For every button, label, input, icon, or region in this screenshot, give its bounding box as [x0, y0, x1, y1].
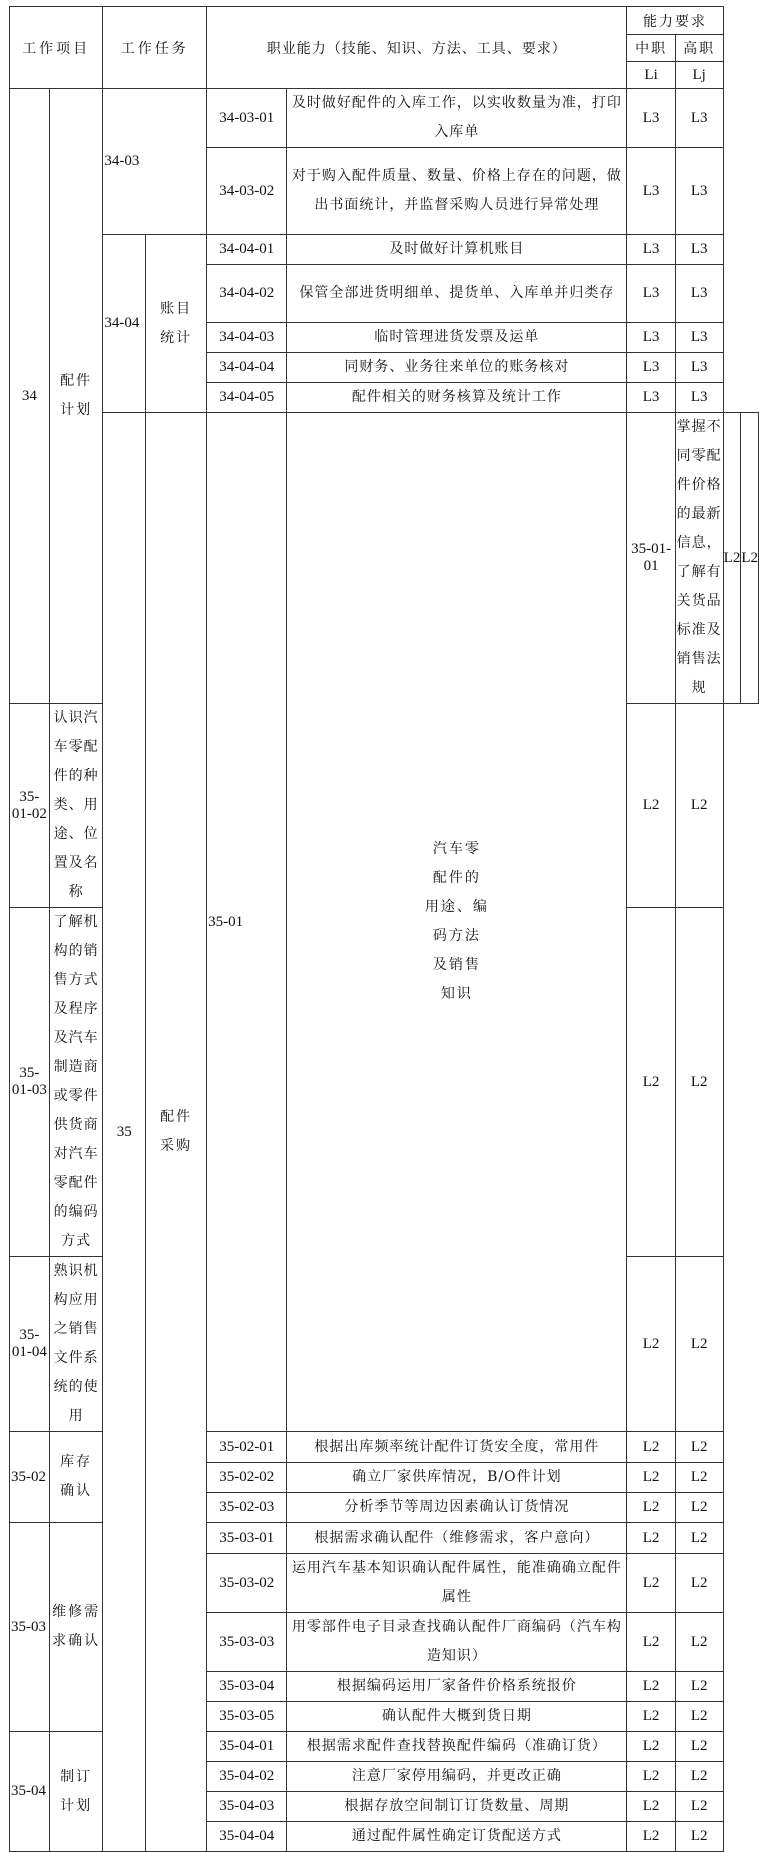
row-code: 35-02-01: [207, 1432, 287, 1463]
row-high-level: L2: [675, 1732, 723, 1762]
task-35-03-code: 35-03: [10, 1523, 50, 1732]
row-high-level: L2: [675, 1493, 723, 1523]
row-high-level: L2: [675, 1523, 723, 1554]
row-code: 35-03-05: [207, 1702, 287, 1732]
row-desc: 分析季节等周边因素确认订货情况: [287, 1493, 627, 1523]
row-high-level: L2: [675, 1432, 723, 1463]
row-desc: 根据编码运用厂家备件价格系统报价: [287, 1672, 627, 1702]
row-code: 35-04-01: [207, 1732, 287, 1762]
row-desc: 保管全部进货明细单、提货单、入库单并归类存: [287, 265, 627, 323]
row-code: 35-02-03: [207, 1493, 287, 1523]
row-mid-level: L3: [627, 383, 675, 413]
row-high-level: L3: [675, 265, 723, 323]
row-mid-level: L2: [627, 704, 675, 908]
row-desc: 根据需求配件查找替换配件编码（准确订货）: [287, 1732, 627, 1762]
row-desc: 确立厂家供库情况，B/O件计划: [287, 1463, 627, 1493]
row-desc: 根据存放空间制订订货数量、周期: [287, 1792, 627, 1822]
task-35-03-name: 维修需 求确认: [49, 1523, 103, 1732]
row-mid-level: L3: [627, 265, 675, 323]
header-high: 高职: [675, 35, 723, 62]
row-desc: 掌握不同零配件价格的最新信息，了解有关货品标准及销售法规: [675, 413, 723, 704]
task-35-02-name: 库存 确认: [49, 1432, 103, 1523]
row-mid-level: L3: [627, 89, 675, 148]
row-high-level: L2: [675, 1792, 723, 1822]
row-code: 35-04-02: [207, 1762, 287, 1792]
row-desc: 根据需求确认配件（维修需求，客户意向）: [287, 1523, 627, 1554]
row-mid-level: L2: [723, 413, 741, 704]
row-desc: 及时做好计算机账目: [287, 235, 627, 265]
row-desc: 根据出库频率统计配件订货安全度，常用件: [287, 1432, 627, 1463]
row-mid-level: L2: [627, 1257, 675, 1432]
row-high-level: L3: [675, 89, 723, 148]
row-mid-level: L2: [627, 1762, 675, 1792]
row-code: 34-04-02: [207, 265, 287, 323]
row-desc: 用零部件电子目录查找确认配件厂商编码（汽车构造知识）: [287, 1613, 627, 1672]
header-ability: 职业能力（技能、知识、方法、工具、要求）: [207, 7, 627, 89]
row-desc: 熟识机构应用之销售文件系统的使用: [49, 1257, 103, 1432]
item-34-name: 配件 计划: [49, 89, 103, 704]
header-level-req: 能力要求: [627, 7, 723, 35]
row-desc: 确认配件大概到货日期: [287, 1702, 627, 1732]
row-high-level: L2: [675, 1463, 723, 1493]
row-high-level: L3: [675, 353, 723, 383]
row-high-level: L2: [675, 1762, 723, 1792]
row-high-level: L3: [675, 148, 723, 235]
row-mid-level: L2: [627, 1463, 675, 1493]
row-code: 34-04-05: [207, 383, 287, 413]
row-desc: 临时管理进货发票及运单: [287, 323, 627, 353]
row-mid-level: L3: [627, 323, 675, 353]
row-mid-level: L3: [627, 235, 675, 265]
task-34-04-code: 34-04: [103, 235, 146, 413]
item-34-number: 34: [10, 89, 50, 704]
competency-table: [9, 6, 759, 1852]
row-code: 35-04-04: [207, 1822, 287, 1852]
row-mid-level: L2: [627, 1822, 675, 1852]
row-code: 35-04-03: [207, 1792, 287, 1822]
row-high-level: L2: [675, 1613, 723, 1672]
row-mid-level: L2: [627, 1672, 675, 1702]
row-high-level: L3: [675, 383, 723, 413]
task-34-04-name: 账目 统计: [146, 235, 207, 413]
row-high-level: L2: [675, 1822, 723, 1852]
row-code: 35-01-03: [10, 908, 50, 1257]
row-code: 34-04-03: [207, 323, 287, 353]
row-high-level: L2: [675, 1554, 723, 1613]
row-desc: 通过配件属性确定订货配送方式: [287, 1822, 627, 1852]
row-mid-level: L3: [627, 148, 675, 235]
row-code: 35-03-01: [207, 1523, 287, 1554]
header-lj: Lj: [675, 62, 723, 89]
row-high-level: L2: [675, 704, 723, 908]
row-high-level: L2: [675, 1257, 723, 1432]
row-code: 35-03-03: [207, 1613, 287, 1672]
header-mid: 中职: [627, 35, 675, 62]
task-35-01-name: 汽车零 配件的 用途、编 码方法 及销售 知识: [287, 413, 627, 1432]
task-35-02-code: 35-02: [10, 1432, 50, 1523]
row-mid-level: L2: [627, 1732, 675, 1762]
row-desc: 同财务、业务往来单位的账务核对: [287, 353, 627, 383]
row-desc: 认识汽车零配件的种类、用途、位置及名称: [49, 704, 103, 908]
header-li: Li: [627, 62, 675, 89]
row-desc: 及时做好配件的入库工作，以实收数量为准，打印入库单: [287, 89, 627, 148]
task-35-04-name: 制订 计划: [49, 1732, 103, 1852]
row-code: 34-04-04: [207, 353, 287, 383]
row-code: 34-03-01: [207, 89, 287, 148]
row-high-level: L3: [675, 323, 723, 353]
row-mid-level: L3: [627, 353, 675, 383]
item-35-name: 配件 采购: [146, 413, 207, 1852]
row-code: 35-01-02: [10, 704, 50, 908]
row-high-level: L2: [675, 1672, 723, 1702]
row-desc: 运用汽车基本知识确认配件属性，能准确确立配件属性: [287, 1554, 627, 1613]
row-code: 34-04-01: [207, 235, 287, 265]
header-work-task: 工作任务: [103, 7, 207, 89]
row-desc: 注意厂家停用编码，并更改正确: [287, 1762, 627, 1792]
task-34-03-code: 34-03: [103, 89, 207, 235]
row-high-level: L3: [675, 235, 723, 265]
row-mid-level: L2: [627, 1613, 675, 1672]
row-desc: 对于购入配件质量、数量、价格上存在的问题，做出书面统计，并监督采购人员进行异常处理: [287, 148, 627, 235]
row-mid-level: L2: [627, 908, 675, 1257]
row-high-level: L2: [675, 908, 723, 1257]
row-code: 35-03-04: [207, 1672, 287, 1702]
row-code: 34-03-02: [207, 148, 287, 235]
row-mid-level: L2: [627, 1554, 675, 1613]
row-desc: 配件相关的财务核算及统计工作: [287, 383, 627, 413]
row-mid-level: L2: [627, 1523, 675, 1554]
task-35-04-code: 35-04: [10, 1732, 50, 1852]
task-35-01-code: 35-01: [207, 413, 287, 1432]
row-mid-level: L2: [627, 1792, 675, 1822]
row-desc: 了解机构的销售方式及程序及汽车制造商或零件供货商对汽车零配件的编码方式: [49, 908, 103, 1257]
row-code: 35-01-01: [627, 413, 675, 704]
row-high-level: L2: [675, 1702, 723, 1732]
row-code: 35-01-04: [10, 1257, 50, 1432]
row-high-level: L2: [741, 413, 759, 704]
row-code: 35-03-02: [207, 1554, 287, 1613]
row-code: 35-02-02: [207, 1463, 287, 1493]
item-35-number: 35: [103, 413, 146, 1852]
header-work-item: 工作项目: [10, 7, 103, 89]
row-mid-level: L2: [627, 1493, 675, 1523]
row-mid-level: L2: [627, 1702, 675, 1732]
row-mid-level: L2: [627, 1432, 675, 1463]
